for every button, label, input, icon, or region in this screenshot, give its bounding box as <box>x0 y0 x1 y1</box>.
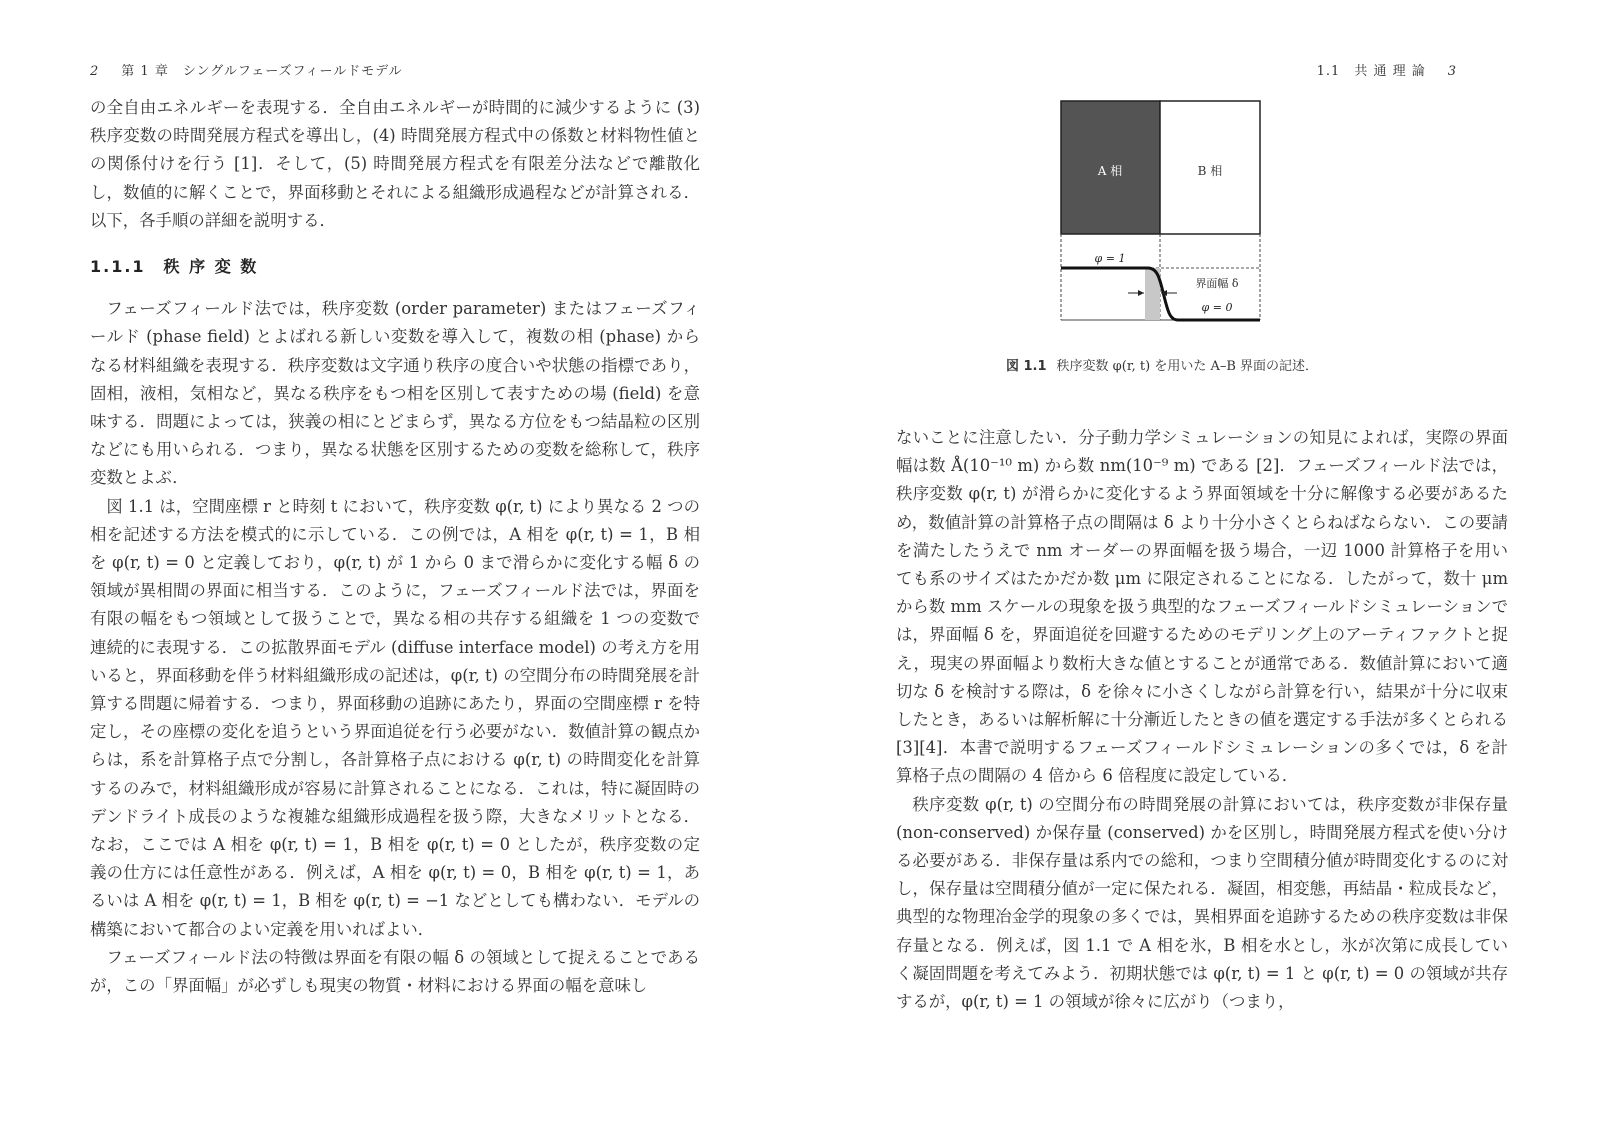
figure-number: 図 1.1 <box>1005 359 1047 374</box>
section-heading: 1.1.1 秩 序 変 数 <box>90 257 259 277</box>
label-interface-width: 界面幅 δ <box>1195 277 1239 290</box>
figure-1-1 <box>1060 100 1262 325</box>
right-body-text <box>896 424 1508 1016</box>
running-header-right <box>1317 60 1457 79</box>
page-number-left: 2 <box>90 64 100 79</box>
running-header-left <box>90 60 403 79</box>
chapter-title: 第 1 章 シングルフェーズフィールドモデル <box>121 64 403 79</box>
paragraph: の全自由エネルギーを表現する．全自由エネルギーが時間的に減少するように (3) 秩序変数の時間発展方程式を導出し，(4) 時間発展方程式中の係数と材料物性値との関係付けを行う [1]．そして，(5) 時間発展方程式を有限差分法などで離散化し，数値的に解くことで，界面移動とそれによる組織形成過程などが計算される．以下，各手順の詳細を説明する． <box>90 98 700 230</box>
label-phi-zero: φ = 0 <box>1201 301 1233 314</box>
page-number-right: 3 <box>1447 64 1457 79</box>
section-title: 1.1 共 通 理 論 <box>1316 64 1426 79</box>
paragraph: フェーズフィールド法の特徴は界面を有限の幅 δ の領域として捉えることであるが，この「界面幅」が必ずしも現実の物質・材料における界面の幅を意味し <box>90 947 700 996</box>
arrowhead-left <box>1138 290 1144 296</box>
figure-caption <box>896 355 1428 374</box>
left-page <box>0 0 806 1125</box>
paragraph: 秩序変数 φ(r, t) の空間分布の時間発展の計算においては，秩序変数が非保存量 (non-conserved) か保存量 (conserved) かを区別し，時間発展方程式を使い分ける必要がある．非保存量は系内での総和，つまり空間積分値が時間変化するのに対し，保存量は空間積分値が一定に保たれる．凝固，相変態，再結晶・粒成長など，典型的な物理冶金学的現象の多くでは，異相界面を追跡するための秩序変数は非保存量となる．例えば，図 1.1 で A 相を氷，B 相を水とし，氷が次第に成長していく凝固問題を考えてみよう．初期状態では φ(r, t) = 1 と φ(r, t) = 0 の領域が共存するが，φ(r, t) = 1 の領域が徐々に広がり（つまり， <box>896 794 1508 1012</box>
label-phi-one: φ = 1 <box>1094 252 1126 265</box>
paragraph: フェーズフィールド法では，秩序変数 (order parameter) またはフェーズフィールド (phase field) とよばれる新しい変数を導入して，複数の相 (phase) からなる材料組織を表現する．秩序変数は文字通り秩序の度合いや状態の指標であり，固相，液相，気相など，異なる秩序をもつ相を区別して表すための場 (field) を意味する．問題によっては，狭義の相にとどまらず，異なる方位をもつ結晶粒の区別などにも用いられる．つまり，異なる状態を区別するための変数を総称して，秩序変数とよぶ． <box>90 299 700 488</box>
paragraph: 図 1.1 は，空間座標 r と時刻 t において，秩序変数 φ(r, t) により異なる 2 つの相を記述する方法を模式的に示している．この例では，A 相を φ(r, t) = 1，B 相を φ(r, t) = 0 と定義しており，φ(r, t) が 1 から 0 まで滑らかに変化する幅 δ の領域が異相間の界面に相当する．このように，フェーズフィールド法では，界面を有限の幅をもつ領域として扱うことで，異なる相の共存する組織を 1 つの変数で連続的に表現する．この拡散界面モデル (diffuse interface model) の考え方を用いると，界面移動を伴う材料組織形成の記述は，φ(r, t) の空間分布の時間発展を計算する問題に帰着する．つまり，界面移動の追跡にあたり，界面の空間座標 r を特定し，その座標の変化を追うという界面追従を行う必要がない．数値計算の観点からは，系を計算格子点で分割し，各計算格子点における φ(r, t) の時間変化を計算するのみで，材料組織形成が容易に計算されることになる．これは，特に凝固時のデンドライト成長のような複雑な組織形成過程を扱う際，大きなメリットとなる．なお，ここでは A 相を φ(r, t) = 1，B 相を φ(r, t) = 0 としたが，秩序変数の定義の仕方には任意性がある．例えば，A 相を φ(r, t) = 0，B 相を φ(r, t) = 1，あるいは A 相を φ(r, t) = 1，B 相を φ(r, t) = −1 などとしても構わない．モデルの構築において都合のよい定義を用いればよい． <box>90 496 700 939</box>
right-page <box>806 0 1613 1125</box>
label-phase-b: B 相 <box>1197 164 1223 178</box>
label-phase-a: A 相 <box>1097 164 1123 178</box>
figure-caption-text: 秩序変数 φ(r, t) を用いた A–B 界面の記述． <box>1056 359 1319 374</box>
interface-diagram <box>1060 100 1262 325</box>
paragraph: ないことに注意したい．分子動力学シミュレーションの知見によれば，実際の界面幅は数 Å(10⁻¹⁰ m) から数 nm(10⁻⁹ m) である [2]．フェーズフィールド法では，秩序変数 φ(r, t) が滑らかに変化するよう界面領域を十分に解像する必要があるため，数値計算の計算格子点の間隔は δ より十分小さくとらねばならない．この要請を満たしたうえで nm オーダーの界面幅を扱う場合，一辺 1000 計算格子を用いても系のサイズはたかだか数 μm に限定されることになる．したがって，数十 μm から数 mm スケールの現象を扱う典型的なフェーズフィールドシミュレーションでは，界面幅 δ を，界面追従を回避するためのモデリング上のアーティファクトと捉え，現実の界面幅より数桁大きな値とすることが通常である．数値計算において適切な δ を検討する際は，δ を徐々に小さくしながら計算を行い，結果が十分に収束したとき，あるいは解析解に十分漸近したときの値を選定する手法が多くとられる [3][4]．本書で説明するフェーズフィールドシミュレーションの多くでは，δ を計算格子点の間隔の 4 倍から 6 倍程度に設定している． <box>896 428 1508 786</box>
left-body-text <box>90 94 700 1000</box>
